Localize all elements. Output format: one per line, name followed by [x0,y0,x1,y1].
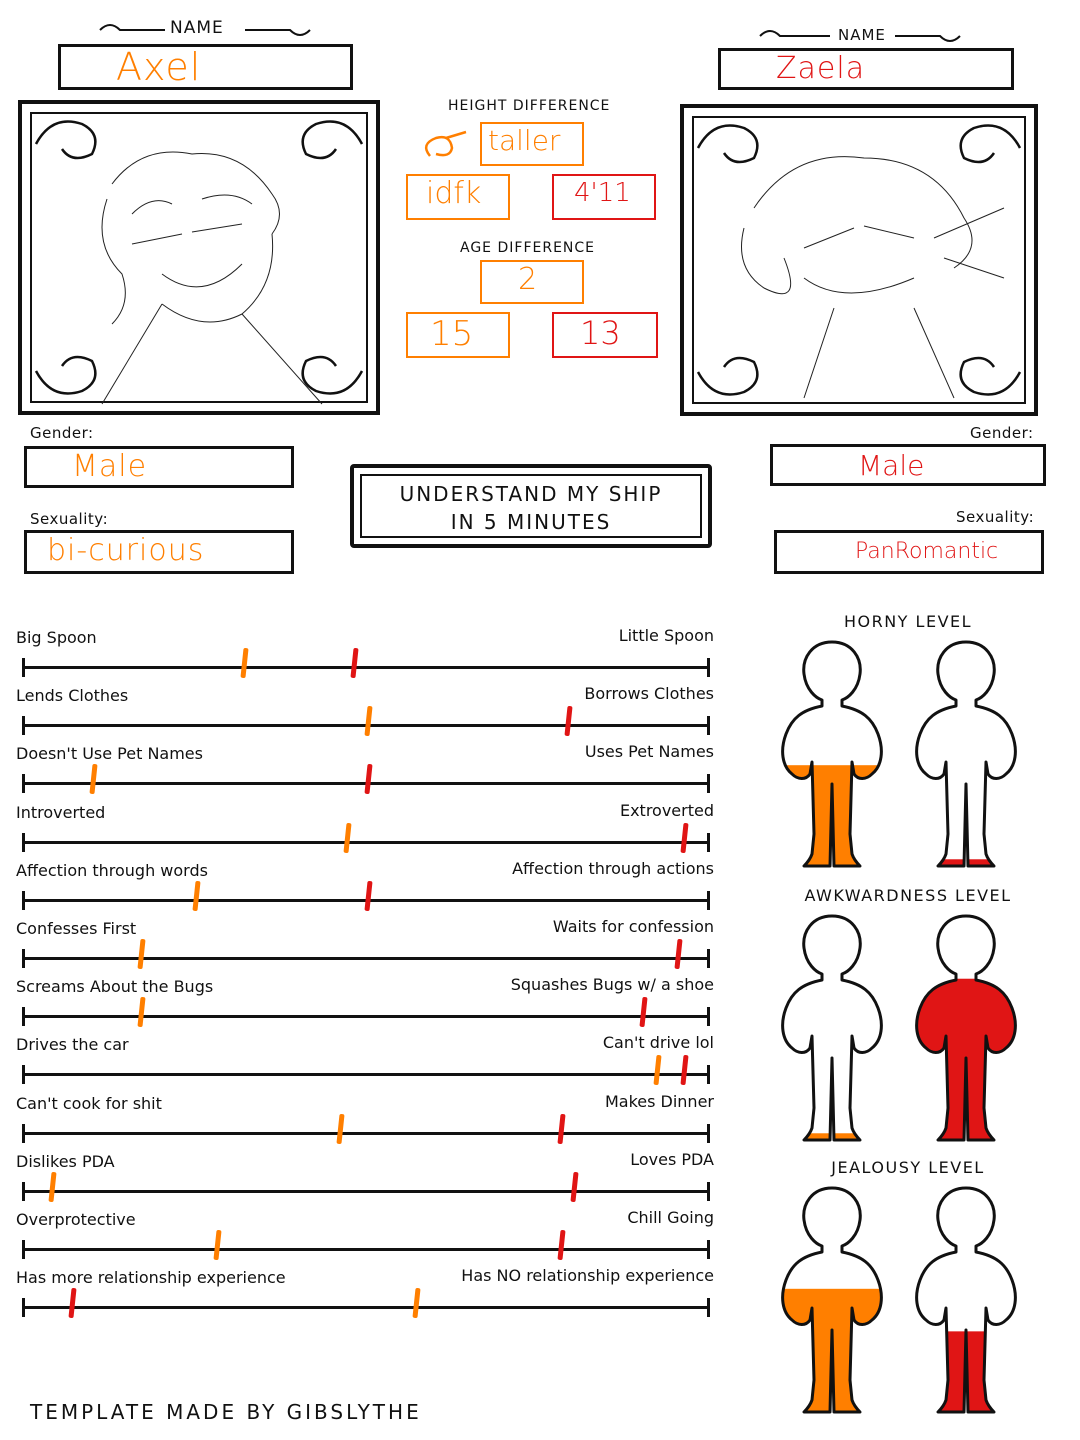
slider-left-label: Introverted [16,802,106,822]
taller-arrow-icon [416,124,470,164]
right-character-marker[interactable] [351,648,359,678]
height-diff-label: HEIGHT DIFFERENCE [448,98,611,114]
level-fill [772,1133,892,1144]
left-character-marker[interactable] [337,1113,345,1143]
slider-right-label: Chill Going [627,1208,714,1227]
left-portrait-frame [18,100,380,415]
slider-row[interactable] [0,626,740,684]
level-title: AWKWARDNESS LEVEL [804,886,1012,905]
left-level-figure [772,908,892,1148]
slider-row[interactable] [0,1092,740,1150]
slider-track [22,1015,710,1018]
slider-right-label: Waits for confession [552,917,714,936]
left-character-marker[interactable] [137,997,145,1027]
left-character-marker[interactable] [137,939,145,969]
left-character-marker[interactable] [653,1055,661,1085]
right-character-marker[interactable] [674,939,682,969]
left-gender-box[interactable] [24,446,294,488]
ship-title-line1: UNDERSTAND MY SHIP [399,482,663,506]
slider-row[interactable] [0,1208,740,1266]
right-age-box[interactable] [552,312,658,358]
level-title: JEALOUSY LEVEL [831,1158,985,1177]
left-portrait-sketch [22,104,376,411]
slider-track [22,1132,710,1135]
left-sexuality-box[interactable] [24,530,294,574]
slider-track [22,1248,710,1251]
slider-row[interactable] [0,917,740,975]
slider-row[interactable] [0,684,740,742]
right-character-marker[interactable] [564,706,572,736]
figure-outline [917,642,1016,866]
slider-row[interactable] [0,1266,740,1324]
slider-track [22,841,710,844]
height-diff-box[interactable] [480,122,584,166]
right-level-figure [906,1180,1026,1420]
figure-outline [783,642,882,866]
left-sexuality-value: bi-curious [47,533,205,568]
right-character-marker[interactable] [681,1055,689,1085]
right-sexuality-value: PanRomantic [855,539,999,564]
slider-right-label: Little Spoon [618,626,714,645]
slider-right-label: Borrows Clothes [584,684,714,704]
level-fill [906,859,1026,870]
slider-left-label: Doesn't Use Pet Names [16,744,203,764]
slider-left-label: Affection through words [16,860,208,880]
slider-left-label: Big Spoon [16,628,97,647]
right-level-figure [906,634,1026,874]
slider-track [22,666,710,669]
slider-left-label: Screams About the Bugs [16,977,214,997]
level-title: HORNY LEVEL [843,612,973,631]
slider-right-label: Squashes Bugs w/ a shoe [510,975,714,995]
left-character-marker[interactable] [413,1288,421,1318]
left-gender-label: Gender: [30,424,94,442]
figure-outline [917,1188,1016,1412]
slider-left-label: Lends Clothes [16,686,129,706]
slider-left-label: Can't cook for shit [16,1093,162,1113]
left-character-marker[interactable] [48,1172,56,1202]
slider-left-label: Overprotective [16,1210,136,1229]
right-name-box[interactable] [718,48,1014,90]
slider-left-label: Drives the car [16,1035,129,1055]
figure-outline [783,916,882,1140]
slider-track [22,1190,710,1193]
right-character-marker[interactable] [557,1230,565,1260]
right-age-value: 13 [580,314,621,352]
left-character-marker[interactable] [344,822,352,852]
left-level-figure [772,1180,892,1420]
right-gender-box[interactable] [770,444,1046,486]
slider-left-label: Confesses First [16,919,137,938]
left-character-marker[interactable] [241,648,249,678]
right-gender-value: Male [858,449,925,482]
right-sexuality-box[interactable] [774,530,1044,574]
slider-right-label: Uses Pet Names [584,742,714,762]
ship-title-line2: IN 5 MINUTES [450,510,612,534]
slider-track [22,957,710,960]
right-sexuality-label: Sexuality: [956,508,1035,526]
right-character-marker[interactable] [681,822,689,852]
right-character-marker[interactable] [364,881,372,911]
slider-left-label: Has more relationship experience [16,1268,286,1288]
right-portrait-frame [680,104,1038,416]
left-gender-value: Male [72,449,148,484]
left-character-marker[interactable] [192,881,200,911]
age-diff-label: AGE DIFFERENCE [460,240,596,256]
slider-row[interactable] [0,1150,740,1208]
height-diff-value: taller [488,124,561,157]
left-character-marker[interactable] [213,1230,221,1260]
age-diff-value: 2 [518,262,538,297]
right-character-marker[interactable] [640,997,648,1027]
left-height-value: idfk [426,176,482,211]
slider-right-label: Loves PDA [630,1149,714,1169]
right-portrait-sketch [684,108,1034,412]
left-name-value: Axel [116,45,202,89]
left-name-label: NAME [170,18,224,38]
left-name-box[interactable] [58,44,353,90]
left-level-figure [772,634,892,874]
right-character-marker[interactable] [557,1113,565,1143]
slider-right-label: Affection through actions [512,858,714,878]
right-character-marker[interactable] [69,1288,77,1318]
slider-right-label: Can't drive lol [602,1033,714,1053]
slider-row[interactable] [0,1033,740,1091]
right-character-marker[interactable] [571,1172,579,1202]
slider-row[interactable] [0,742,740,800]
slider-right-label: Has NO relationship experience [461,1266,714,1286]
left-character-marker[interactable] [364,706,372,736]
right-level-figure [906,908,1026,1148]
right-name-value: Zaela [776,51,866,86]
age-diff-box[interactable] [480,260,584,304]
ship-title-box [350,464,712,548]
slider-row[interactable] [0,975,740,1033]
slider-track [22,1073,710,1076]
right-gender-label: Gender: [970,424,1034,442]
left-sexuality-label: Sexuality: [30,510,109,528]
slider-track [22,1306,710,1309]
left-height-box[interactable] [406,174,510,220]
left-name-flourish [90,18,320,42]
template-credit: TEMPLATE MADE BY GIBSLYTHE [30,1400,422,1424]
slider-right-label: Makes Dinner [604,1091,714,1111]
left-age-box[interactable] [406,312,510,358]
left-character-marker[interactable] [89,764,97,794]
slider-row[interactable] [0,801,740,859]
left-age-value: 15 [430,314,474,354]
right-name-flourish [750,24,970,48]
slider-row[interactable] [0,859,740,917]
slider-right-label: Extroverted [619,800,714,820]
right-character-marker[interactable] [364,764,372,794]
right-name-label: NAME [838,26,886,44]
right-height-box[interactable] [552,174,656,220]
right-height-value: 4'11 [574,178,631,208]
slider-left-label: Dislikes PDA [16,1151,115,1171]
